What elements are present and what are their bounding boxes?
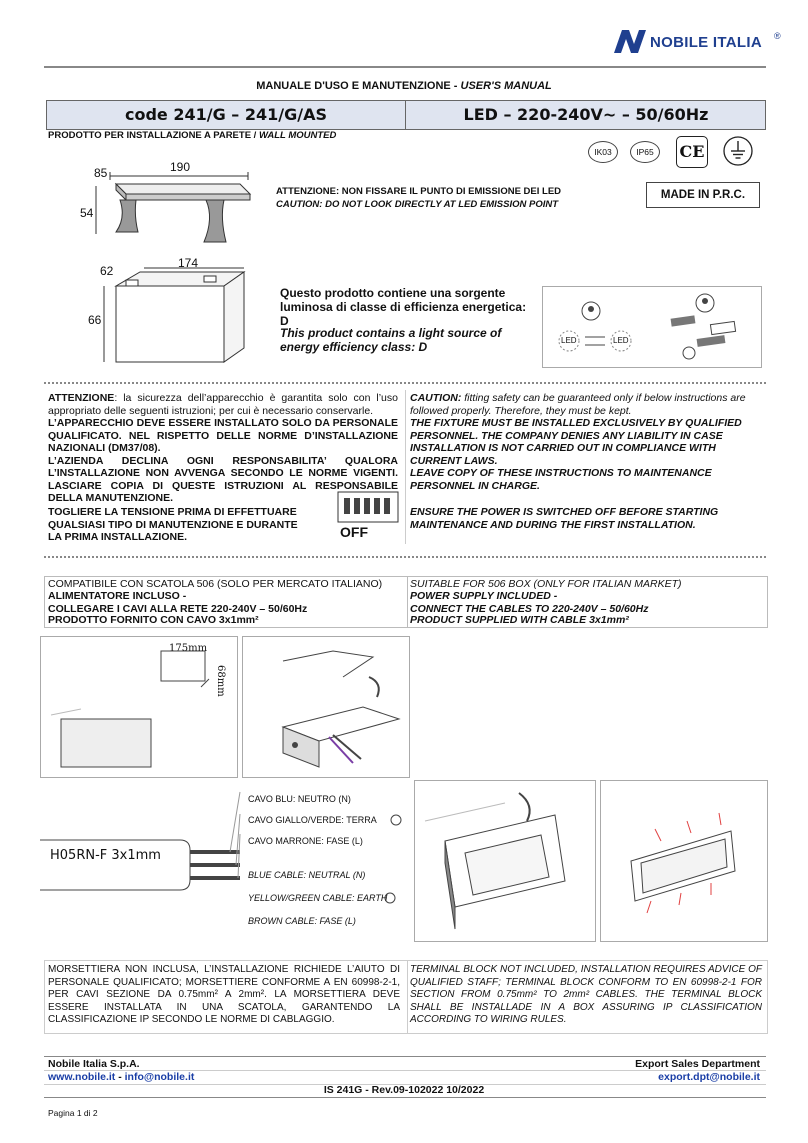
- terminal-table-divider: [407, 961, 408, 1033]
- breaker-icon: [336, 490, 400, 524]
- footer-company: Nobile Italia S.p.A.: [48, 1058, 140, 1070]
- safety-en-p2: THE FIXTURE MUST BE INSTALLED EXCLUSIVELY BY QUALIFIED PERSONNEL. THE COMPANY DENIES ANY LIABILITY IN CASE INSTALLATION IS NOT CARRIED OUT IN COMPLIANCE WITH CURRENT LAWS.: [410, 417, 742, 467]
- cutout-figure: [40, 636, 238, 778]
- install-row-2-en: POWER SUPPLY INCLUDED - CONNECT THE CABLES TO 220-240V – 50/60Hz: [410, 590, 649, 615]
- wiring-figure: [242, 636, 410, 778]
- rule-2: [44, 556, 766, 558]
- web-link[interactable]: www.nobile.it: [48, 1071, 116, 1083]
- cable-it-1: CAVO GIALLO/VERDE: TERRA: [248, 815, 377, 825]
- dim-box-d: 62: [100, 264, 114, 278]
- caution-led-en: CAUTION: DO NOT LOOK DIRECTLY AT LED EMISSION POINT: [276, 199, 559, 210]
- safety-it-label: ATTENZIONE: [48, 392, 115, 404]
- safety-en: [410, 392, 760, 492]
- safety-it-p2: L’APPARECCHIO DEVE ESSERE INSTALLATO SOLO DA PERSONALE QUALIFICATO. NEL RISPETTO DELLE NORME D’INSTALLAZIONE NAZIONALI (DM37/08).: [48, 417, 398, 454]
- led-label-2: LED: [613, 336, 629, 345]
- person-icons: [543, 287, 761, 367]
- wall-cutout-drawing: [41, 637, 237, 777]
- power-off-it: TOGLIERE LA TENSIONE PRIMA DI EFFETTUARE QUALSIASI TIPO DI MANUTENZIONE E DURANTE LA PRIMA INSTALLAZIONE.: [48, 506, 298, 543]
- cable-figure: [40, 790, 410, 950]
- fixture-drawing: [90, 168, 260, 258]
- dim-top-h: 54: [80, 206, 94, 220]
- footer-sep: -: [115, 1071, 125, 1083]
- install-row-1-it: COMPATIBILE CON SCATOLA 506 (SOLO PER MERCATO ITALIANO): [48, 578, 383, 590]
- brand-name: NOBILE ITALIA: [650, 34, 762, 51]
- safety-en-p3: LEAVE COPY OF THESE INSTRUCTIONS TO MAINTENANCE PERSONNEL IN CHARGE.: [410, 467, 712, 492]
- installed-drawing: [601, 781, 767, 941]
- terminal-en: TERMINAL BLOCK NOT INCLUDED, INSTALLATION REQUIRES ADVICE OF QUALIFIED STAFF; TERMINAL BLOCK CONFORM TO EN 60998-2-1 FOR SECTION FROM 0.75mm² TO 2mm² CABLES. THE TERMINAL BLOCK SHALL BE INSTALLADE IN A BOX ASSURING IP CLASSIFICATION ACCORDING TO WIRING RULES.: [410, 964, 762, 1025]
- earth-icon: [722, 135, 754, 167]
- safety-divider: [405, 390, 406, 544]
- insert-drawing: [415, 781, 595, 941]
- energy-it: Questo prodotto contiene una sorgente luminosa di classe di efficienza energetica: D: [280, 286, 527, 328]
- header-rule: [44, 66, 766, 68]
- insert-figure: [414, 780, 596, 942]
- cable-type: H05RN-F 3x1mm: [50, 848, 161, 863]
- energy-en: This product contains a light source of energy efficiency class: D: [280, 326, 502, 354]
- code-label: code 241/G – 241/G/AS: [125, 105, 327, 124]
- mount-it: PRODOTTO PER INSTALLAZIONE A PARETE /: [48, 130, 259, 141]
- export-mail-link[interactable]: export.dpt@nobile.it: [658, 1071, 760, 1083]
- manual-title: [0, 80, 808, 92]
- mount-en: WALL MOUNTED: [258, 130, 337, 141]
- dim-box-h: 66: [88, 313, 102, 327]
- install-table-divider: [407, 577, 408, 627]
- manual-title-it: MANUALE D'USO E MANUTENZIONE -: [256, 80, 461, 92]
- cable-en-2: BROWN CABLE: FASE (L): [248, 916, 356, 926]
- power-label: LED – 220-240V~ – 50/60Hz: [463, 105, 709, 124]
- ce-badge: CE: [676, 136, 708, 168]
- power-off-en: ENSURE THE POWER IS SWITCHED OFF BEFORE STARTING MAINTENANCE AND DURING THE FIRST INSTALLATION.: [410, 506, 719, 531]
- footer-dept: Export Sales Department: [635, 1058, 760, 1070]
- made-in-badge: MADE IN P.R.C.: [646, 182, 760, 208]
- cutout-height: 68mm: [215, 665, 226, 697]
- brand-reg: ®: [774, 31, 781, 41]
- cutout-width: 175mm: [169, 643, 208, 654]
- install-row-3-en: PRODUCT SUPPLIED WITH CABLE 3x1mm²: [410, 614, 629, 626]
- box-drawing: [104, 262, 254, 372]
- ik-badge: IK03: [588, 141, 618, 163]
- power-off-figure: [336, 490, 400, 542]
- install-row-2-it: ALIMENTATORE INCLUSO - COLLEGARE I CAVI ALLA RETE 220-240V – 50/60Hz: [48, 590, 308, 615]
- nobile-logo-icon: [612, 28, 648, 54]
- dim-top-w: 190: [170, 160, 191, 174]
- safety-it: [48, 392, 398, 505]
- mount-label: [48, 130, 336, 141]
- page-number: Pagina 1 di 2: [48, 1108, 98, 1118]
- code-divider: [405, 101, 406, 129]
- manual-title-en: USER'S MANUAL: [460, 80, 552, 92]
- dim-top-d: 85: [94, 166, 108, 180]
- cable-it-2: CAVO MARRONE: FASE (L): [248, 836, 363, 846]
- cable-en-0: BLUE CABLE: NEUTRAL (N): [248, 870, 366, 880]
- terminal-it: MORSETTIERA NON INCLUSA, L’INSTALLAZIONE RICHIEDE L’AIUTO DI PERSONALE QUALIFICATO; MORSETTIERE CONFORME A EN 60998-2-1, PER CAVI SEZIONE DA 0.75mm² A 2mm². LA MORSETTIERA DEVE ESSERE INSTALLATA IN UNA SCATOLA, GARANTENDO LA CLASSIFICAZIONE IP SECONDO LE NORME DI CABLAGGIO.: [48, 964, 400, 1025]
- caution-led-it: ATTENZIONE: NON FISSARE IL PUNTO DI EMISSIONE DEI LED: [276, 186, 562, 197]
- footer-rev: IS 241G - Rev.09-102022 10/2022: [323, 1084, 485, 1096]
- code-bar: [46, 100, 766, 130]
- wiring-drawing: [243, 637, 409, 777]
- safety-en-label: CAUTION:: [410, 392, 462, 404]
- install-row-3-it: PRODOTTO FORNITO CON CAVO 3x1mm²: [48, 614, 259, 626]
- cable-en-1: YELLOW/GREEN CABLE: EARTH: [248, 893, 388, 903]
- brand-logo: [612, 28, 782, 58]
- rule-1: [44, 382, 766, 384]
- led-label-1: LED: [561, 336, 577, 345]
- mail-link[interactable]: info@nobile.it: [124, 1071, 195, 1083]
- safety-it-p3: L’AZIENDA DECLINA OGNI RESPONSABILITA’ QUALORA L’INSTALLAZIONE NON AVVENGA SECONDO LE NORME VIGENTI. LASCIARE COPIA DI QUESTE ISTRUZIONI AL RESPONSABILE DELLA MANUTENZIONE.: [48, 454, 398, 504]
- dim-box-w: 174: [178, 256, 199, 270]
- install-row-1-en: SUITABLE FOR 506 BOX (ONLY FOR ITALIAN MARKET): [410, 578, 682, 590]
- safety-en-p1: fitting safety can be guaranteed only if below instructions are followed properly. Therefore, they must be kept.: [410, 392, 746, 417]
- cable-it-0: CAVO BLU: NEUTRO (N): [248, 794, 351, 804]
- safety-it-p1: : la sicurezza dell’apparecchio è garantita solo con l’uso appropriato delle seguenti istruzioni; per cui è necessario conservarle.: [48, 392, 398, 417]
- led-replace-figure: [542, 286, 762, 368]
- installed-figure: [600, 780, 768, 942]
- footer-links: [48, 1071, 194, 1083]
- off-label: OFF: [340, 524, 368, 540]
- ip-badge: IP65: [630, 141, 660, 163]
